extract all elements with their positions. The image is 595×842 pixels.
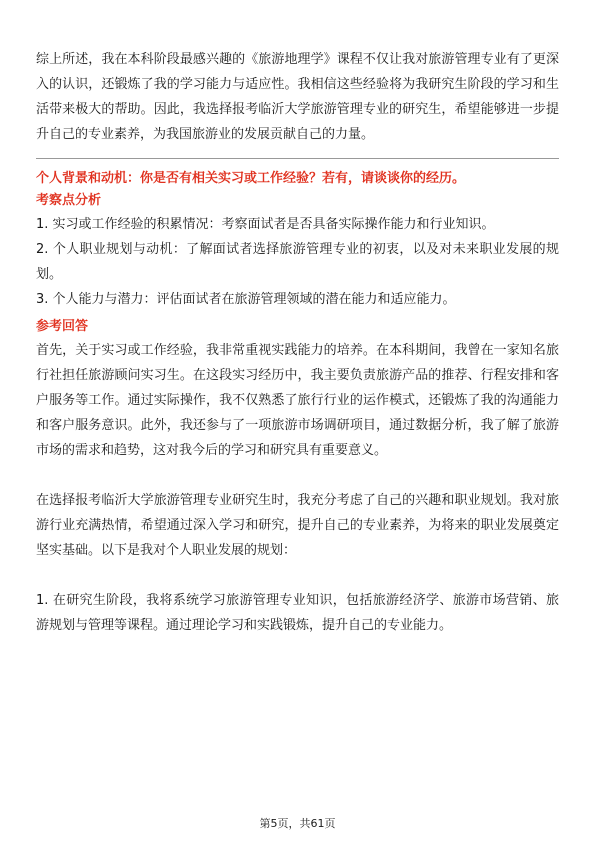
analysis-title: 考察点分析 (36, 193, 102, 208)
analysis-item: 1. 实习或工作经验的积累情况：考察面试者是否具备实际操作能力和行业知识。 (36, 217, 495, 232)
answer-paragraph: 在选择报考临沂大学旅游管理专业研究生时，我充分考虑了自己的兴趣和职业规划。我对旅游行业充满热情，希望通过深入学习和研究，提升自己的专业素养，为将来的职业发展奠定坚实基础。以下是我对个人职业发展的规划： (36, 493, 559, 558)
answer-paragraph: 首先，关于实习或工作经验，我非常重视实践能力的培养。在本科期间，我曾在一家知名旅行社担任旅游顾问实习生。在这段实习经历中，我主要负责旅游产品的推荐、行程安排和客户服务等工作。通过实际操作，我不仅熟悉了旅行行业的运作模式，还锻炼了我的沟通能力和客户服务意识。此外，我还参与了一项旅游市场调研项目，通过数据分析，我了解了旅游市场的需求和趋势，这对我今后的学习和研究具有重要意义。 (36, 343, 559, 458)
answer-title: 参考回答 (36, 319, 89, 334)
intro-paragraph: 综上所述，我在本科阶段最感兴趣的《旅游地理学》课程不仅让我对旅游管理专业有了更深入的认识，还锻炼了我的学习能力与适应性。我相信这些经验将为我研究生阶段的学习和生活带来极大的帮助。因此，我选择报考临沂大学旅游管理专业的研究生，希望能够进一步提升自己的专业素养，为我国旅游业的发展贡献自己的力量。 (36, 52, 559, 142)
page-footer: 第5页，共61页 (259, 817, 336, 830)
document-body (36, 47, 559, 638)
section-divider (36, 158, 559, 159)
answer-paragraph: 1. 在研究生阶段，我将系统学习旅游管理专业知识，包括旅游经济学、旅游市场营销、旅游规划与管理等课程。通过理论学习和实践锻炼，提升自己的专业能力。 (36, 593, 559, 633)
interview-question: 个人背景和动机：你是否有相关实习或工作经验？若有，请谈谈你的经历。 (36, 171, 466, 186)
analysis-item: 2. 个人职业规划与动机：了解面试者选择旅游管理专业的初衷，以及对未来职业发展的规划。 (36, 242, 559, 282)
analysis-item: 3. 个人能力与潜力：评估面试者在旅游管理领域的潜在能力和适应能力。 (36, 292, 456, 307)
